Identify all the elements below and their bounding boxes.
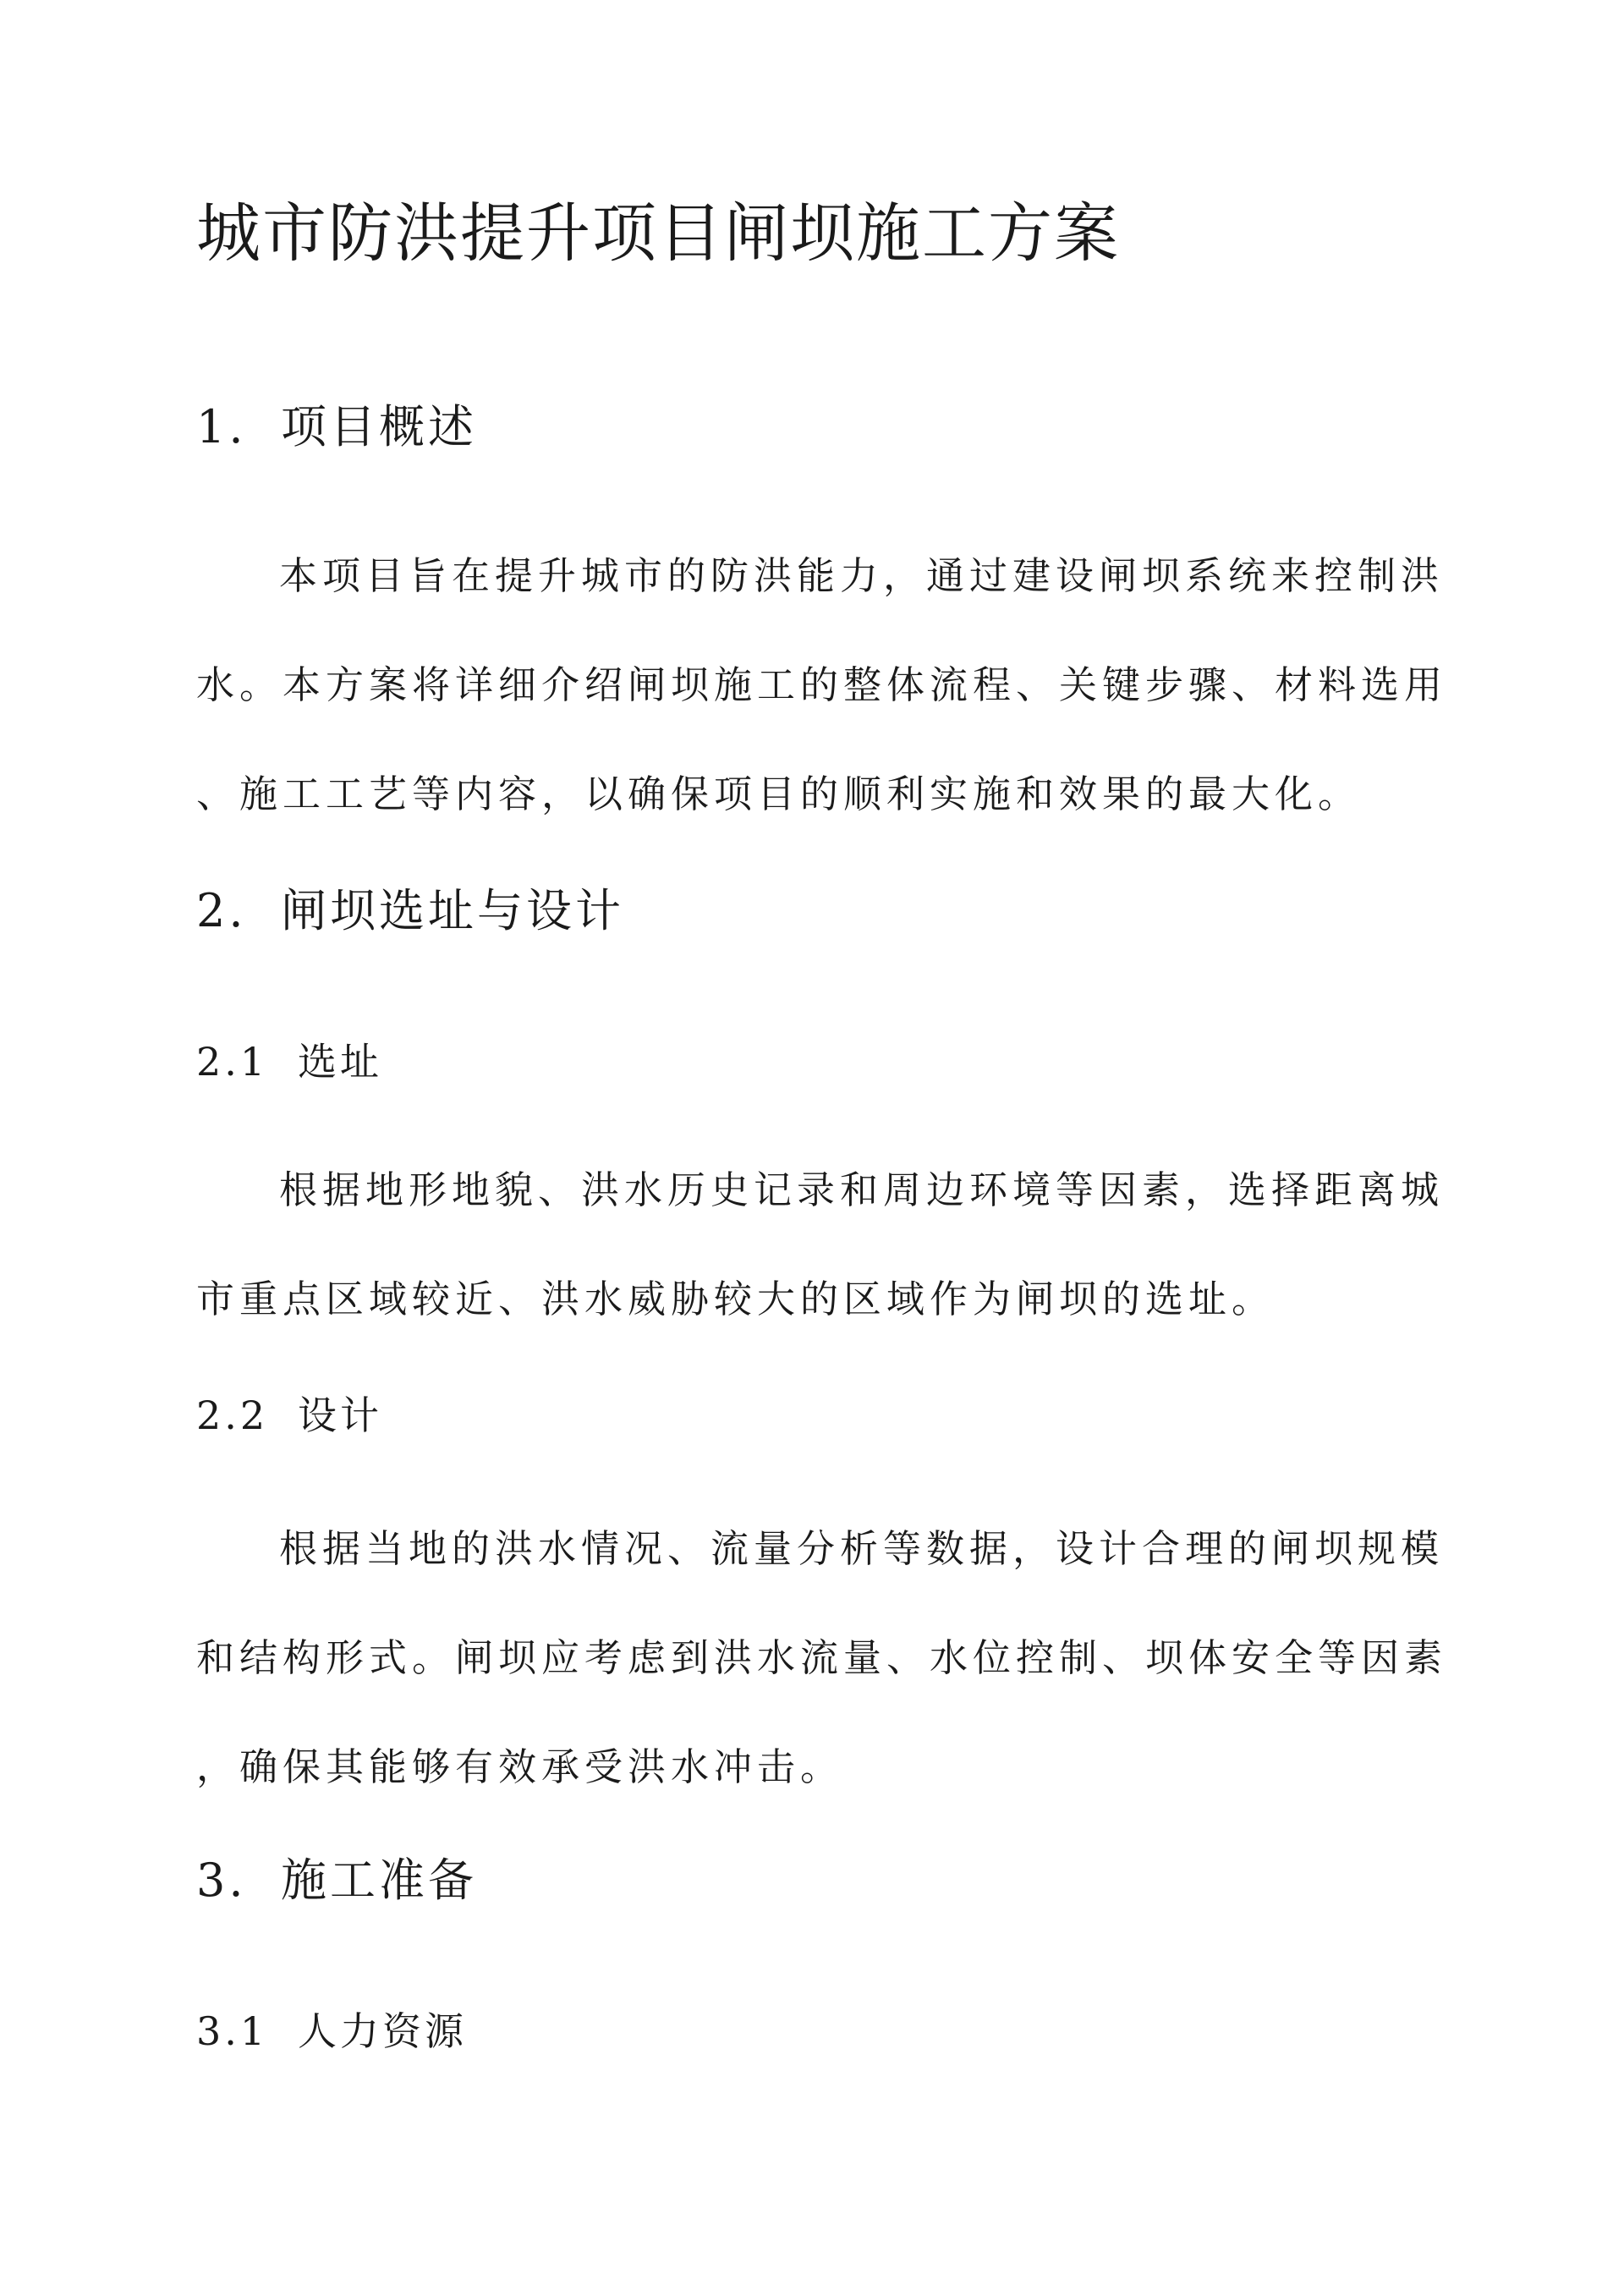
paragraph-line: ，确保其能够有效承受洪水冲击。 xyxy=(196,1744,844,1789)
paragraph-line: 本项目旨在提升城市的防洪能力，通过建设闸坝系统来控制洪 xyxy=(279,553,1445,598)
subsection-number: 3.1 xyxy=(196,2008,269,2054)
section-number: 1. xyxy=(196,400,247,453)
subsection-heading-2-1 xyxy=(196,1039,382,1085)
section-heading-1 xyxy=(196,400,477,453)
paragraph-line: 和结构形式。闸坝应考虑到洪水流量、水位控制、坝体安全等因素 xyxy=(196,1635,1448,1680)
subsection-title: 选址 xyxy=(298,1039,382,1085)
subsection-title: 人力资源 xyxy=(298,2008,467,2054)
subsection-heading-2-2 xyxy=(196,1392,382,1438)
section-heading-2 xyxy=(196,884,624,937)
paragraph-line: 、施工工艺等内容，以确保项目的顺利实施和效果的最大化。 xyxy=(196,772,1362,816)
subsection-2-2-paragraph xyxy=(196,1526,1448,1857)
subsection-2-1-paragraph xyxy=(196,1167,1445,1389)
paragraph-line: 根据当地的洪水情况、流量分析等数据，设计合理的闸坝规模 xyxy=(279,1526,1445,1571)
paragraph-line: 水。本方案将详细介绍闸坝施工的整体流程、关键步骤、材料选用 xyxy=(196,662,1448,707)
subsection-number: 2.2 xyxy=(196,1392,269,1438)
section-title: 施工准备 xyxy=(281,1854,477,1907)
subsection-number: 2.1 xyxy=(196,1039,269,1085)
section-title: 项目概述 xyxy=(281,400,477,453)
subsection-heading-3-1 xyxy=(196,2008,467,2054)
section-1-paragraph xyxy=(196,553,1448,884)
section-heading-3 xyxy=(196,1854,477,1907)
section-title: 闸坝选址与设计 xyxy=(281,884,624,937)
section-number: 2. xyxy=(196,884,247,937)
section-number: 3. xyxy=(196,1854,247,1907)
paragraph-line: 根据地形地貌、洪水历史记录和周边环境等因素，选择距离城 xyxy=(279,1167,1445,1212)
document-title: 城市防洪提升项目闸坝施工方案 xyxy=(196,195,1120,271)
subsection-title: 设计 xyxy=(298,1392,382,1438)
paragraph-line: 市重点区域较近、洪水威胁较大的区域作为闸坝的选址。 xyxy=(196,1277,1276,1321)
